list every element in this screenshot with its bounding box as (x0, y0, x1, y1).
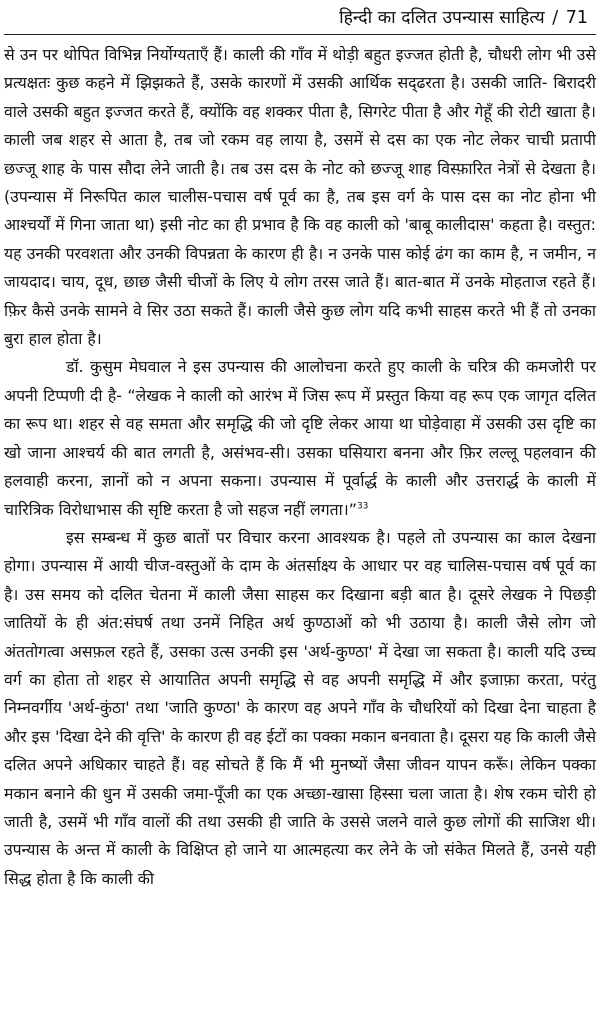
running-header (4, 6, 596, 35)
header-separator: / (552, 8, 559, 28)
paragraph-3: इस सम्बन्ध में कुछ बातों पर विचार करना आवश्यक है। पहले तो उपन्यास का काल देखना होगा। उपन्यास में आयी चीज-वस्तुओं के दाम के अंतर्साक्ष्य के आधार पर वह चालिस-पचास वर्ष पूर्व का है। उस समय को दलित चेतना में काली जैसा साहस कर दिखाना बड़ी बात है। दूसरे लेखक ने पिछड़ी जातियों के ही अंत:संघर्ष तथा उनमें निहित अर्थ कुण्ठाओं को भी उठाया है। काली जैसे लोग जो अंततोगत्वा असफ़ल रहते हैं, उसका उत्स उनकी इस 'अर्थ-कुण्ठा' में देखा जा सकता है। काली यदि उच्च वर्ग का होता तो शहर से आयातित अपनी समृद्धि से वह अपनी समृद्धि में और इजाफ़ा करता, परंतु निम्नवर्गीय 'अर्थ-कुंठा' तथा 'जाति कुण्ठा' के कारण वह अपने गाँव के चौधरियों को दिखा देना चाहता है और इस 'दिखा देने की वृत्ति' के कारण ही वह ईटों का पक्का मकान बनवाता है। दूसरा यह कि काली जैसे दलित अपने अधिकार चाहते हैं। वह सोचते हैं कि मैं भी मुनष्यों जैसा जीवन यापन करूँ। लेकिन पक्का मकान बनाने की धुन में उसकी जमा-पूँजी का एक अच्छा-खासा हिस्सा चला जाता है। शेष रकम चोरी हो जाती है, उसमें भी गाँव वालों की तथा उसकी ही जाति के उससे जलने वाले कुछ लोगों की साजिश थी। उपन्यास के अन्त में काली के विक्षिप्त हो जाने या आत्महत्या कर लेने के जो संकेत मिलते हैं, उनसे यही सिद्ध होता है कि काली की (4, 527, 596, 888)
book-title: हिन्दी का दलित उपन्यास साहित्य (339, 8, 545, 28)
paragraph-1: से उन पर थोपित विभिन्न निर्योग्यताएँ हैं। काली की गाँव में थोड़ी बहुत इज्जत होती है, चौधरी लोग भी उसे प्रत्यक्षतः कुछ कहने में झिझकते हैं, उसके कारणों में उसकी आर्थिक सद्ढरता है। उसकी जाति- बिरादरी वाले उसकी बहुत इज्जत करते हैं, क्योंकि वह शक्कर पीता है, सिगरेट पीता है और गेहूँ की रोटी खाता है। काली जब शहर से आता है, तब जो रकम वह लाया है, उसमें से दस का एक नोट लेकर चाची प्रतापी छज्जू शाह के पास सौदा लेने जाती है। तब उस दस के नोट को छज्जू शाह विस्फ़ारित नेत्रों से देखता है। (उपन्यास में निरूपित काल चालीस-पचास वर्ष पूर्व का है, तब इस वर्ग के पास दस का नोट होना भी आश्चर्यों में गिना जाता था) इसी नोट का ही प्रभाव है कि वह काली को 'बाबू कालीदास' कहता है। वस्तुत: यह उनकी परवशता और उनकी विपन्नता के कारण ही है। न उनके पास कोई ढंग का काम है, न जमीन, न जायदाद। चाय, दूध, छाछ जैसी चीजों के लिए ये लोग तरस जाते हैं। बात-बात में उनके मोहताज रहते हैं। फ़िर कैसे उनके सामने वे सिर उठा सकते हैं। काली जैसे कुछ लोग यदि कभी साहस करते भी हैं तो उनका बुरा हाल होता है। (4, 45, 596, 349)
paragraph-2-text: डॉ. कुसुम मेघवाल ने इस उपन्यास की आलोचना करते हुए काली के चरित्र की कमजोरी पर अपनी टिप्पणी दी है- “लेखक ने काली को आरंभ में जिस रूप में प्रस्तुत किया वह रूप एक जागृत दलित का रूप था। शहर से वह समता और समृद्धि की जो दृष्टि लेकर आया था घोड़ेवाहा में उसकी उस दृष्टि का खो जाना आश्चर्य की बात लगती है, असंभव-सी। उसका घसियारा बनना और फ़िर लल्लू पहलवान की हलवाही करना, ज्ञानों को न अपना सकना। उपन्यास में पूर्वार्द्ध के काली और उत्तरार्द्ध के काली में चारित्रिक विरोधाभास की सृष्टि करता है जो सहज नहीं लगता।” (4, 357, 596, 519)
page-number: 71 (565, 8, 588, 28)
paragraph-2 (4, 353, 596, 523)
footnote-marker: 33 (356, 501, 369, 512)
